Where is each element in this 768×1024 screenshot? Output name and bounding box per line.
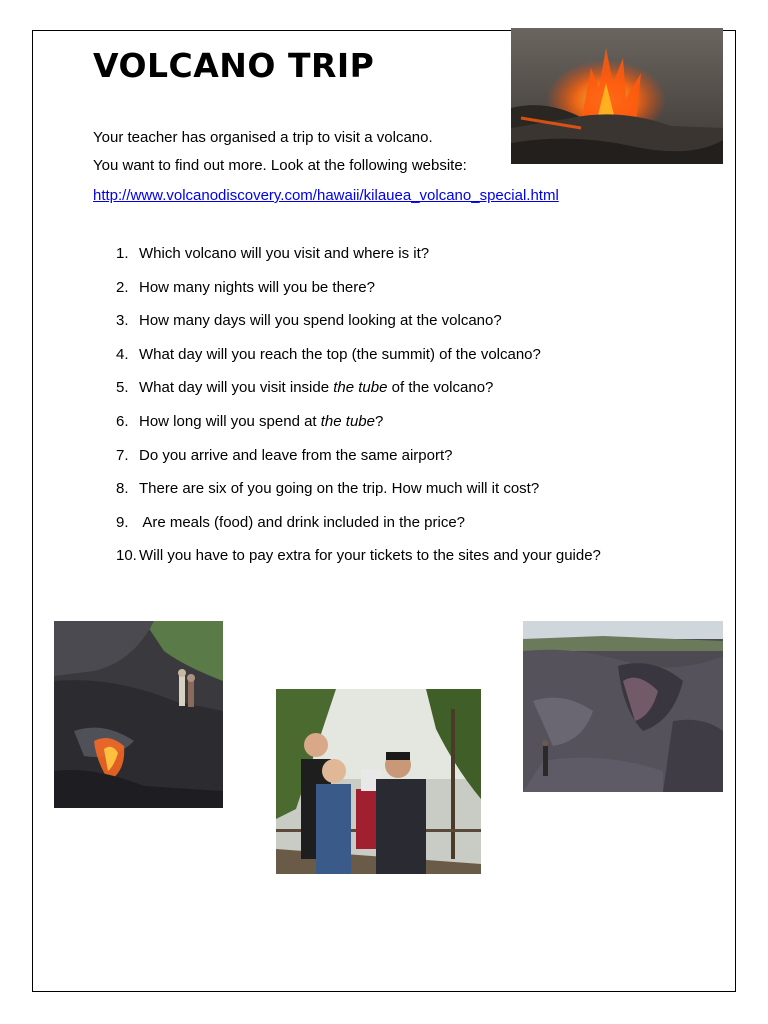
question-item: [116, 346, 601, 380]
question-number: 4.: [116, 345, 129, 363]
intro-line-2: You want to find out more. Look at the following website:: [93, 157, 467, 174]
website-link[interactable]: http://www.volcanodiscovery.com/hawaii/kilauea_volcano_special.html: [93, 187, 559, 204]
question-text: Are meals (food) and drink included in the price?: [139, 513, 466, 531]
question-item: [116, 413, 601, 447]
question-text: How many days will you spend looking at the volcano?: [139, 312, 502, 330]
question-number: 9.: [116, 513, 129, 531]
question-number: 1.: [116, 245, 129, 262]
lava-flow-photo: [54, 621, 223, 808]
question-number: 5.: [116, 379, 129, 397]
question-item: [116, 547, 601, 581]
question-number: 2.: [116, 278, 129, 296]
question-text: Do you arrive and leave from the same airport?: [139, 446, 453, 464]
question-list: [116, 245, 601, 581]
question-text: There are six of you going on the trip. How much will it cost?: [139, 480, 540, 498]
intro-line-1: Your teacher has organised a trip to visit a volcano.: [93, 129, 433, 146]
lava-fountain-photo: [511, 28, 723, 164]
question-item: [116, 245, 601, 279]
question-number: 6.: [116, 412, 129, 430]
question-item: [116, 279, 601, 313]
question-item: [116, 480, 601, 514]
question-number: 10.: [116, 547, 137, 565]
question-item: [116, 514, 601, 548]
question-item: [116, 312, 601, 346]
question-text: What day will you visit inside the tube of the volcano?: [139, 379, 494, 397]
page-title: VOLCANO TRIP: [93, 46, 375, 85]
question-item: [116, 447, 601, 481]
question-text: Which volcano will you visit and where is it?: [139, 245, 430, 262]
question-number: 7.: [116, 446, 129, 464]
question-number: 3.: [116, 312, 129, 330]
question-text: Will you have to pay extra for your tickets to the sites and your guide?: [139, 547, 601, 565]
visitors-photo: [276, 689, 481, 874]
question-item: [116, 379, 601, 413]
question-number: 8.: [116, 480, 129, 498]
question-text: How many nights will you be there?: [139, 278, 375, 296]
question-text: How long will you spend at the tube?: [139, 412, 384, 430]
lava-field-photo: [523, 621, 723, 792]
question-text: What day will you reach the top (the summit) of the volcano?: [139, 345, 541, 363]
